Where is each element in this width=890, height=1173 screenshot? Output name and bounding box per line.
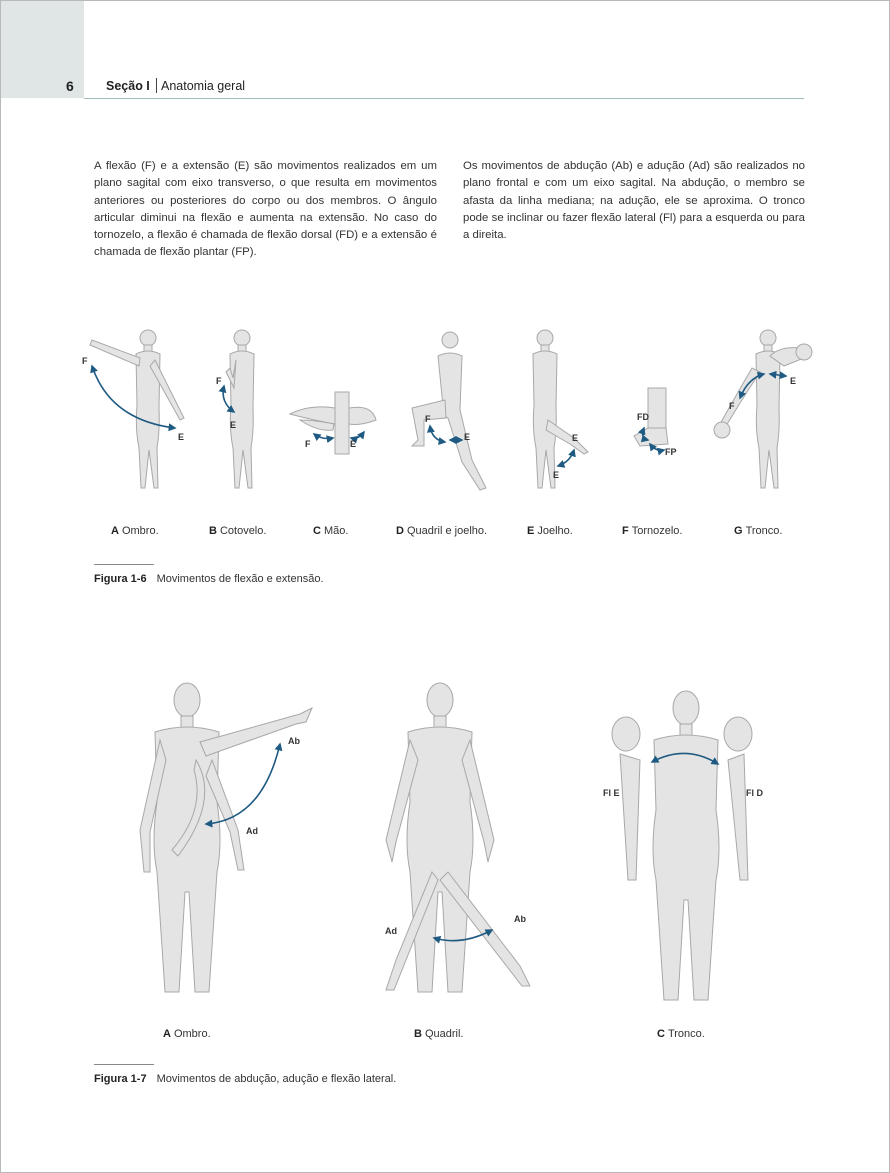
panel-caption-f: F Tornozelo. [622,525,683,537]
label-e: E [464,432,471,442]
fig-1-6-panel-c [290,392,376,454]
label-e: E [572,433,579,443]
figure-1-6-caption: Figura 1-6 Movimentos de flexão e extensão. [94,573,324,585]
panel-caption-d: D Quadril e joelho. [396,525,488,537]
label-ad: Ad [385,926,397,936]
fig-1-6-panel-d [412,332,486,490]
label-f: F [305,439,311,449]
label-ad: Ad [246,826,258,836]
label-e: E [178,432,185,442]
label-ab: Ab [514,914,526,924]
fig-1-6-panel-a [90,330,184,488]
panel-caption-c: C Tronco. [657,1028,705,1040]
label-f: F [425,414,431,424]
label-fd: FD [637,412,649,422]
panel-caption-g: G Tronco. [734,525,783,537]
fig-1-7-panel-b [386,683,530,992]
figure-1-7-caption: Figura 1-7 Movimentos de abdução, adução e flexão lateral. [94,1073,397,1085]
label-f: F [216,376,222,386]
panel-caption-c: C Mão. [313,525,349,537]
paragraph-left: A flexão (F) e a extensão (E) são movimentos realizados em um plano sagital com eixo transverso, o que resulta em movimentos anteriores ou posteriores do corpo ou dos membros. O ângulo articular diminui na flexão e aumenta na extensão. No caso do tornozelo, a flexão é chamada de flexão dorsal (FD) e a extensão é chamada de flexão plantar (FP). [94,160,437,259]
fig-1-7-panel-c [612,691,752,1000]
figure-1-6-rule [94,564,154,565]
page-number: 6 [66,78,74,94]
label-fl-d: Fl D [746,788,763,798]
figure-1-7-rule [94,1064,154,1065]
label-f: F [729,401,735,411]
label-fp: FP [665,447,677,457]
label-ab: Ab [288,736,300,746]
section-title: Anatomia geral [161,79,246,93]
panel-caption-b: B Cotovelo. [209,525,267,537]
fig-1-7-panel-a [140,683,312,992]
label-fl-e: Fl E [603,788,620,798]
section-label: Seção I [106,79,150,93]
panel-caption-a: A Ombro. [163,1028,211,1040]
panel-caption-e: E Joelho. [527,525,573,537]
panel-caption-b: B Quadril. [414,1028,464,1040]
label-e: E [350,439,357,449]
label-e: E [553,470,560,480]
panel-caption-a: A Ombro. [111,525,159,537]
label-e: E [230,420,237,430]
paragraph-right: Os movimentos de abdução (Ab) e adução (Ad) são realizados no plano frontal e com um eixo sagital. Na abdução, o membro se afasta da linha mediana; na adução, ele se aproxima. O tronco pode se inclinar ou fazer flexão lateral (Fl) para a esquerda ou para a direita. [463,160,805,242]
label-e: E [790,376,797,386]
label-f: F [82,356,88,366]
